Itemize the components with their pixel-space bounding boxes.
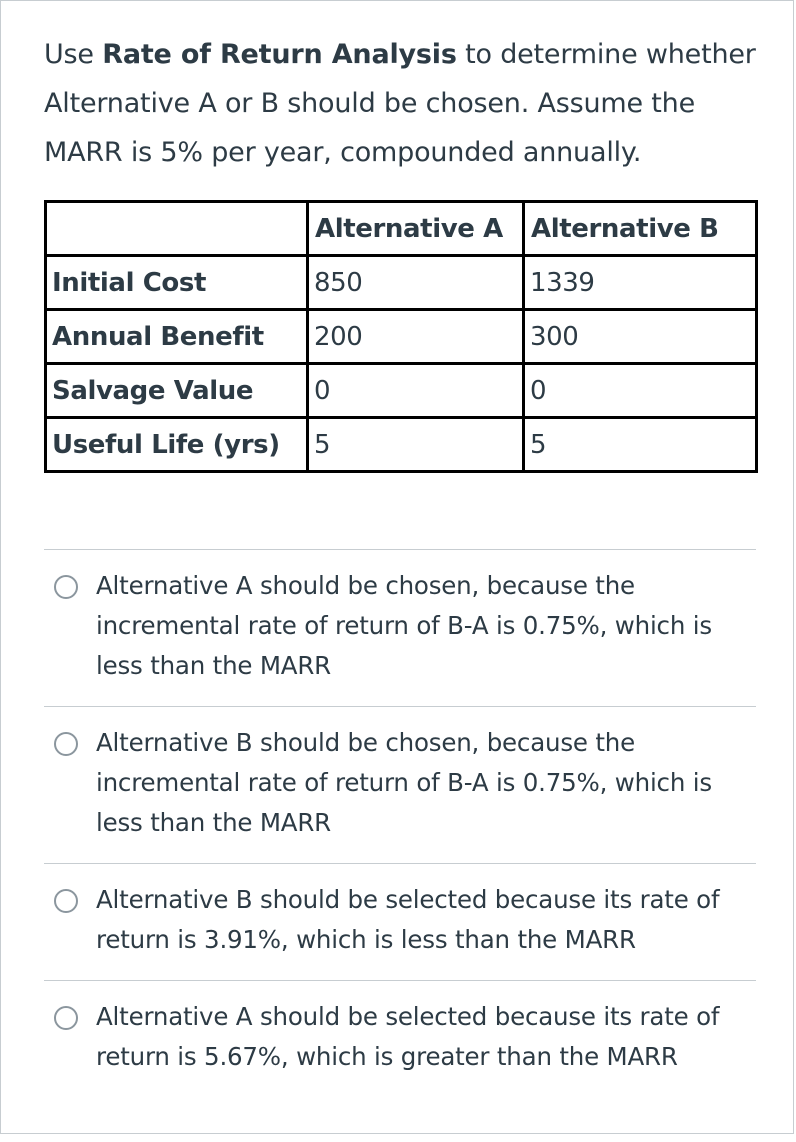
question-suffix: to determine whether Alternative A or B should be chosen. Assume the MARR is 5% per year, compounded annually. xyxy=(44,39,756,168)
answer-option-3[interactable] xyxy=(44,863,756,980)
table-header-row xyxy=(46,202,757,256)
cell-alt-b: 1339 xyxy=(524,256,757,310)
answer-list xyxy=(44,549,756,1097)
cell-alt-b: 300 xyxy=(524,310,757,364)
answer-label[interactable]: Alternative B should be chosen, because the incremental rate of return of B-A is 0.75%, which is less than the MARR xyxy=(96,728,712,837)
row-label: Initial Cost xyxy=(46,256,308,310)
cell-alt-a: 5 xyxy=(308,418,524,472)
answer-option-1[interactable] xyxy=(44,549,756,706)
cell-alt-a: 200 xyxy=(308,310,524,364)
question-bold-term: Rate of Return Analysis xyxy=(102,39,457,70)
radio-button[interactable] xyxy=(54,889,78,913)
table-row xyxy=(46,364,757,418)
question-text xyxy=(44,30,764,177)
answer-option-2[interactable] xyxy=(44,706,756,863)
answer-label[interactable]: Alternative B should be selected because its rate of return is 3.91%, which is less than the MARR xyxy=(96,885,720,954)
cell-alt-a: 0 xyxy=(308,364,524,418)
table-row xyxy=(46,418,757,472)
cell-alt-b: 0 xyxy=(524,364,757,418)
cell-alt-a: 850 xyxy=(308,256,524,310)
radio-button[interactable] xyxy=(54,1006,78,1030)
answer-label[interactable]: Alternative A should be chosen, because the incremental rate of return of B-A is 0.75%, which is less than the MARR xyxy=(96,571,712,680)
row-label: Annual Benefit xyxy=(46,310,308,364)
alternatives-table xyxy=(44,200,758,473)
table-row xyxy=(46,256,757,310)
table-row xyxy=(46,310,757,364)
row-label: Salvage Value xyxy=(46,364,308,418)
cell-alt-b: 5 xyxy=(524,418,757,472)
answer-option-4[interactable] xyxy=(44,980,756,1097)
table-header-alt-b: Alternative B xyxy=(524,202,757,256)
radio-button[interactable] xyxy=(54,732,78,756)
radio-button[interactable] xyxy=(54,575,78,599)
question-prefix: Use xyxy=(44,39,103,70)
table-header-alt-a: Alternative A xyxy=(308,202,524,256)
answer-label[interactable]: Alternative A should be selected because its rate of return is 5.67%, which is greater than the MARR xyxy=(96,1002,720,1071)
table-header-empty xyxy=(46,202,308,256)
row-label: Useful Life (yrs) xyxy=(46,418,308,472)
